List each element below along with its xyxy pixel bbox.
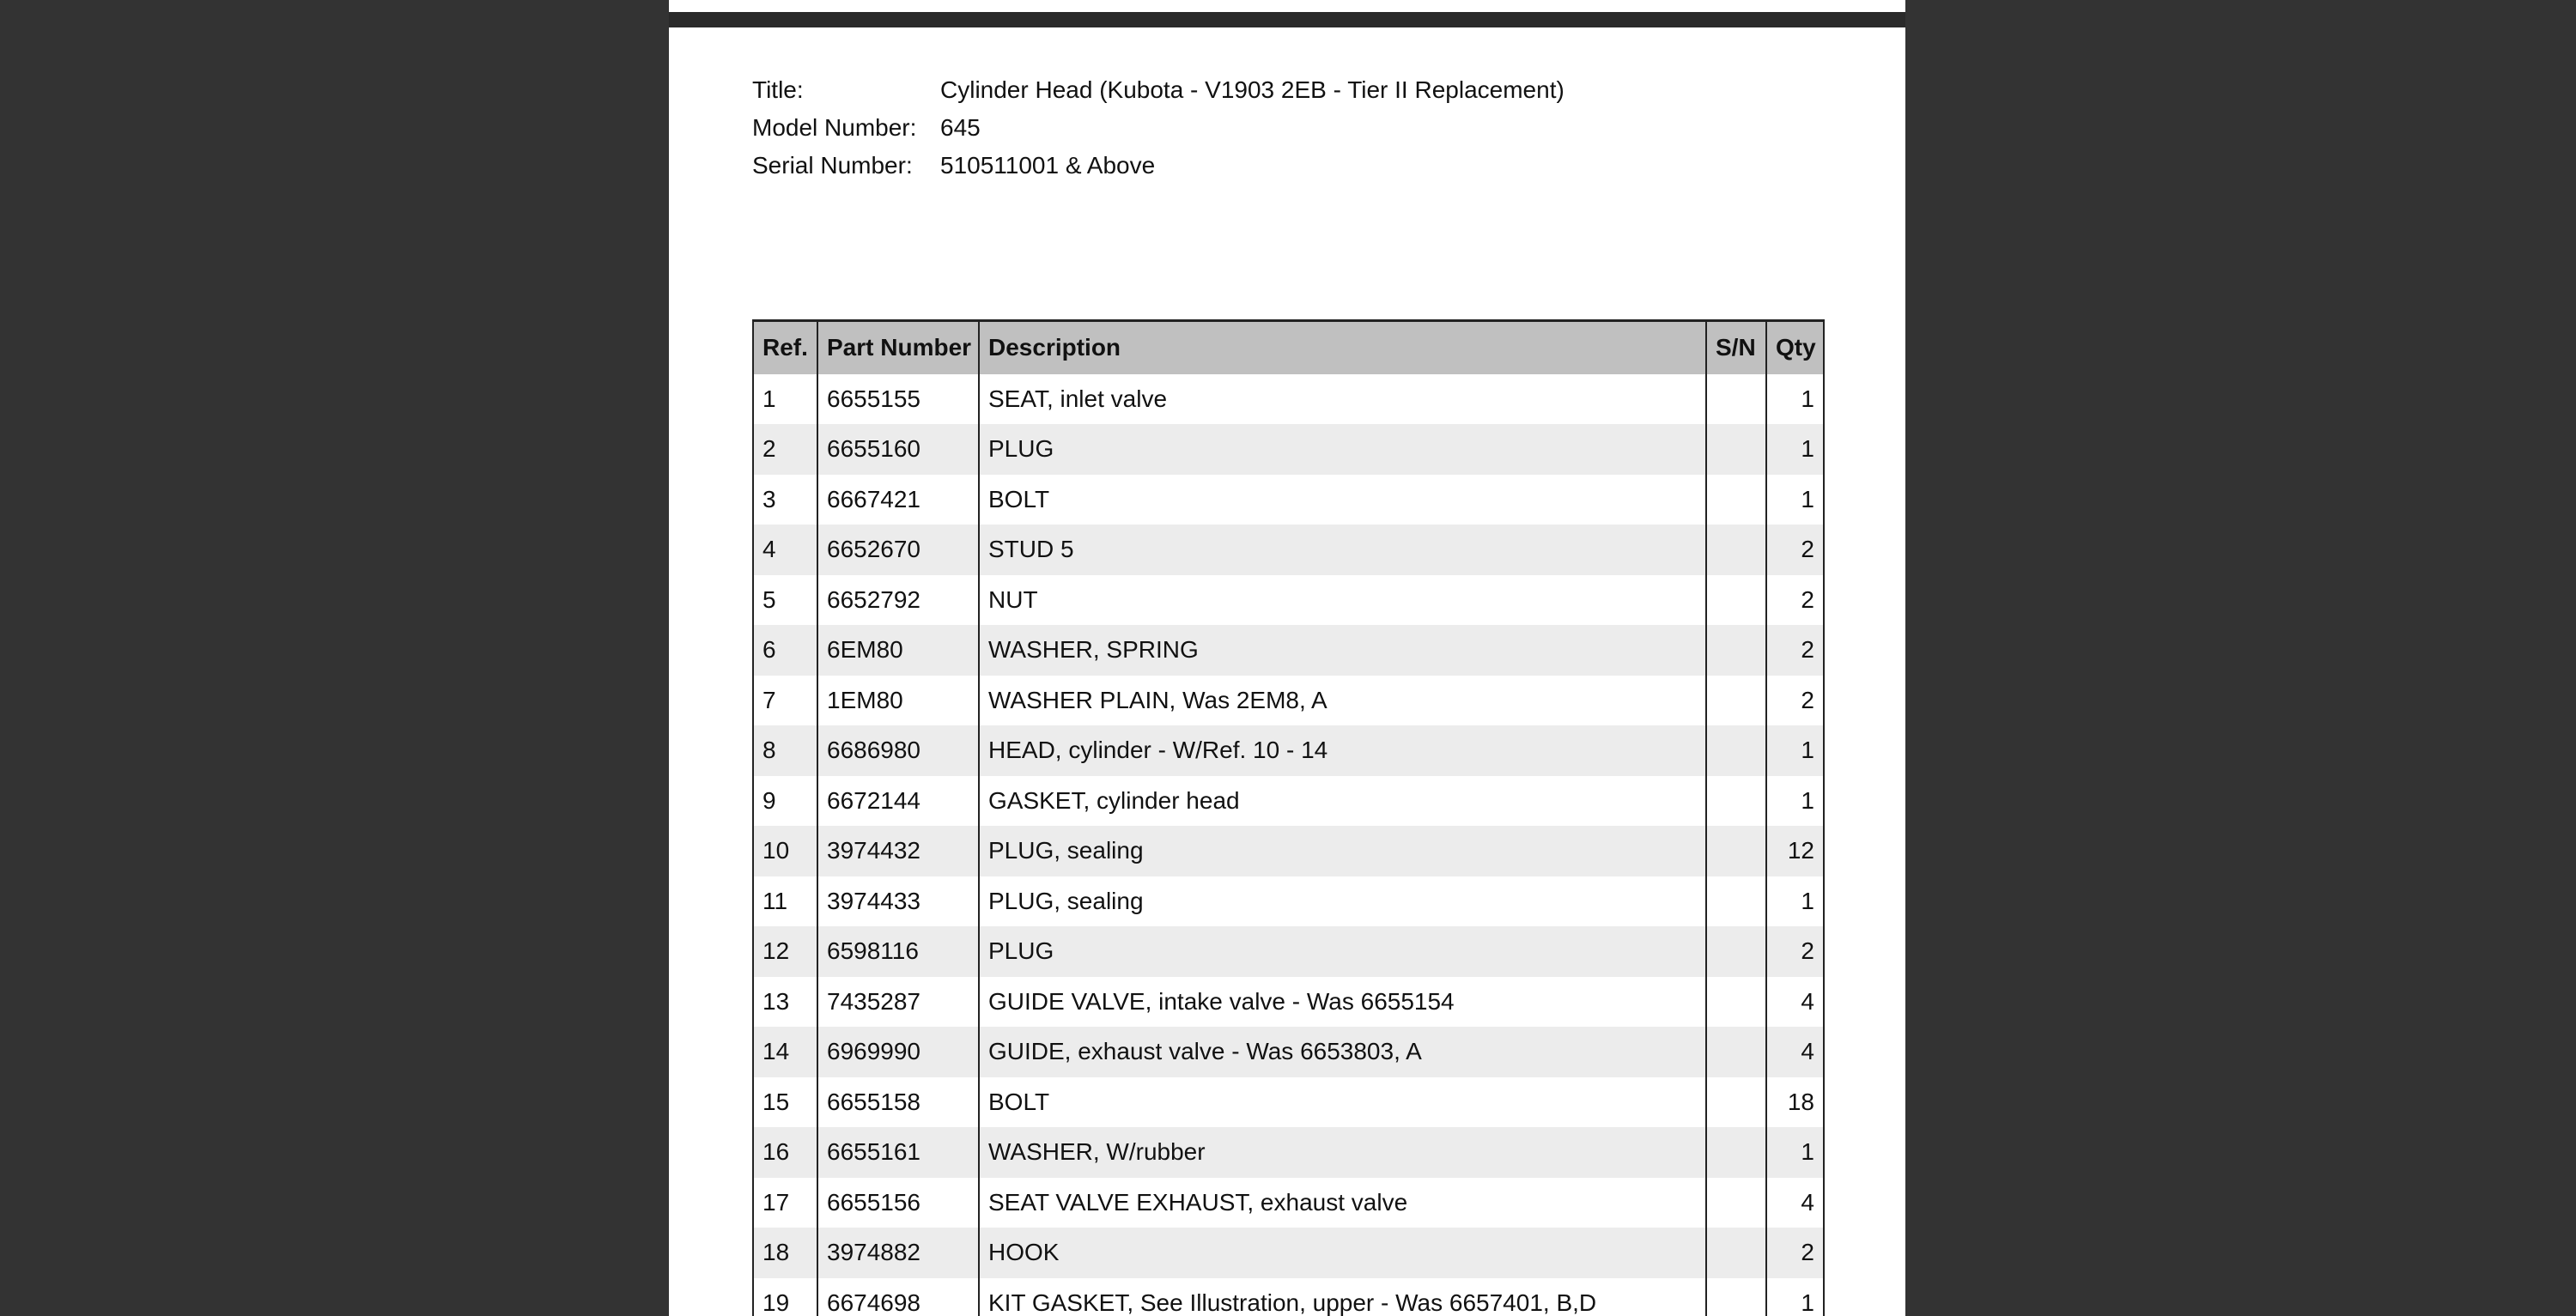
table-row bbox=[753, 1077, 1824, 1128]
cell-ref: 12 bbox=[753, 926, 817, 977]
table-row bbox=[753, 826, 1824, 876]
cell-description: BOLT bbox=[979, 475, 1706, 525]
parts-table-body bbox=[753, 374, 1824, 1316]
cell-ref: 14 bbox=[753, 1027, 817, 1077]
cell-description: GUIDE, exhaust valve - Was 6653803, A bbox=[979, 1027, 1706, 1077]
cell-qty: 2 bbox=[1766, 625, 1824, 676]
page-gap bbox=[669, 12, 1905, 27]
cell-part-number: 6655161 bbox=[817, 1127, 979, 1178]
table-row bbox=[753, 475, 1824, 525]
cell-description: SEAT, inlet valve bbox=[979, 374, 1706, 425]
cell-description: STUD 5 bbox=[979, 525, 1706, 575]
cell-description: WASHER PLAIN, Was 2EM8, A bbox=[979, 676, 1706, 726]
column-header-description: Description bbox=[979, 321, 1706, 374]
cell-ref: 19 bbox=[753, 1278, 817, 1316]
cell-description: PLUG, sealing bbox=[979, 876, 1706, 927]
cell-ref: 5 bbox=[753, 575, 817, 626]
column-header-ref: Ref. bbox=[753, 321, 817, 374]
serial-value: 510511001 & Above bbox=[940, 152, 1156, 179]
cell-qty: 1 bbox=[1766, 876, 1824, 927]
cell-sn bbox=[1706, 676, 1766, 726]
cell-qty: 1 bbox=[1766, 725, 1824, 776]
cell-part-number: 6EM80 bbox=[817, 625, 979, 676]
table-row bbox=[753, 1027, 1824, 1077]
cell-sn bbox=[1706, 725, 1766, 776]
cell-qty: 18 bbox=[1766, 1077, 1824, 1128]
cell-part-number: 1EM80 bbox=[817, 676, 979, 726]
cell-part-number: 6667421 bbox=[817, 475, 979, 525]
cell-ref: 16 bbox=[753, 1127, 817, 1178]
cell-description: WASHER, SPRING bbox=[979, 625, 1706, 676]
cell-qty: 1 bbox=[1766, 475, 1824, 525]
cell-part-number: 3974433 bbox=[817, 876, 979, 927]
cell-qty: 2 bbox=[1766, 525, 1824, 575]
column-header-sn: S/N bbox=[1706, 321, 1766, 374]
table-row bbox=[753, 525, 1824, 575]
cell-part-number: 6655158 bbox=[817, 1077, 979, 1128]
cell-sn bbox=[1706, 625, 1766, 676]
table-row bbox=[753, 676, 1824, 726]
cell-part-number: 6652670 bbox=[817, 525, 979, 575]
parts-table bbox=[752, 319, 1825, 1316]
cell-qty: 4 bbox=[1766, 1178, 1824, 1228]
table-row bbox=[753, 876, 1824, 927]
cell-qty: 1 bbox=[1766, 1278, 1824, 1316]
cell-description: GASKET, cylinder head bbox=[979, 776, 1706, 827]
cell-qty: 4 bbox=[1766, 1027, 1824, 1077]
cell-qty: 1 bbox=[1766, 776, 1824, 827]
cell-part-number: 3974432 bbox=[817, 826, 979, 876]
cell-part-number: 6674698 bbox=[817, 1278, 979, 1316]
cell-sn bbox=[1706, 977, 1766, 1028]
cell-description: PLUG bbox=[979, 926, 1706, 977]
title-value: Cylinder Head (Kubota - V1903 2EB - Tier II Replacement) bbox=[940, 76, 1564, 103]
cell-ref: 13 bbox=[753, 977, 817, 1028]
cell-sn bbox=[1706, 876, 1766, 927]
cell-ref: 1 bbox=[753, 374, 817, 425]
cell-qty: 1 bbox=[1766, 424, 1824, 475]
cell-sn bbox=[1706, 776, 1766, 827]
column-header-qty: Qty bbox=[1766, 321, 1824, 374]
table-row bbox=[753, 575, 1824, 626]
title-row bbox=[752, 71, 1564, 109]
model-label: Model Number: bbox=[752, 114, 917, 141]
cell-description: PLUG bbox=[979, 424, 1706, 475]
column-header-part-number: Part Number bbox=[817, 321, 979, 374]
document-header bbox=[752, 71, 1564, 185]
cell-qty: 1 bbox=[1766, 1127, 1824, 1178]
title-label: Title: bbox=[752, 76, 804, 103]
cell-description: GUIDE VALVE, intake valve - Was 6655154 bbox=[979, 977, 1706, 1028]
cell-description: PLUG, sealing bbox=[979, 826, 1706, 876]
cell-part-number: 6655160 bbox=[817, 424, 979, 475]
cell-sn bbox=[1706, 826, 1766, 876]
cell-qty: 2 bbox=[1766, 676, 1824, 726]
previous-page-edge bbox=[669, 0, 1905, 12]
cell-sn bbox=[1706, 1127, 1766, 1178]
cell-description: HOOK bbox=[979, 1228, 1706, 1278]
table-header-row bbox=[753, 321, 1824, 374]
table-row bbox=[753, 776, 1824, 827]
cell-sn bbox=[1706, 424, 1766, 475]
cell-description: KIT GASKET, See Illustration, upper - Was 6657401, B,D bbox=[979, 1278, 1706, 1316]
cell-part-number: 6652792 bbox=[817, 575, 979, 626]
cell-sn bbox=[1706, 374, 1766, 425]
cell-ref: 9 bbox=[753, 776, 817, 827]
document-page bbox=[669, 27, 1905, 1316]
cell-part-number: 3974882 bbox=[817, 1228, 979, 1278]
cell-sn bbox=[1706, 1027, 1766, 1077]
cell-part-number: 6672144 bbox=[817, 776, 979, 827]
cell-ref: 15 bbox=[753, 1077, 817, 1128]
cell-ref: 7 bbox=[753, 676, 817, 726]
cell-sn bbox=[1706, 525, 1766, 575]
cell-qty: 1 bbox=[1766, 374, 1824, 425]
cell-part-number: 6686980 bbox=[817, 725, 979, 776]
cell-sn bbox=[1706, 1077, 1766, 1128]
cell-qty: 12 bbox=[1766, 826, 1824, 876]
cell-qty: 2 bbox=[1766, 1228, 1824, 1278]
table-row bbox=[753, 625, 1824, 676]
cell-qty: 2 bbox=[1766, 926, 1824, 977]
cell-qty: 2 bbox=[1766, 575, 1824, 626]
cell-ref: 10 bbox=[753, 826, 817, 876]
cell-description: WASHER, W/rubber bbox=[979, 1127, 1706, 1178]
cell-ref: 3 bbox=[753, 475, 817, 525]
cell-sn bbox=[1706, 475, 1766, 525]
table-row bbox=[753, 1228, 1824, 1278]
table-row bbox=[753, 725, 1824, 776]
cell-description: SEAT VALVE EXHAUST, exhaust valve bbox=[979, 1178, 1706, 1228]
cell-part-number: 6598116 bbox=[817, 926, 979, 977]
table-row bbox=[753, 1127, 1824, 1178]
cell-ref: 2 bbox=[753, 424, 817, 475]
table-row bbox=[753, 977, 1824, 1028]
cell-sn bbox=[1706, 926, 1766, 977]
cell-description: BOLT bbox=[979, 1077, 1706, 1128]
cell-ref: 8 bbox=[753, 725, 817, 776]
table-row bbox=[753, 1178, 1824, 1228]
cell-description: NUT bbox=[979, 575, 1706, 626]
model-row bbox=[752, 109, 1564, 147]
table-row bbox=[753, 424, 1824, 475]
cell-ref: 18 bbox=[753, 1228, 817, 1278]
cell-description: HEAD, cylinder - W/Ref. 10 - 14 bbox=[979, 725, 1706, 776]
serial-row bbox=[752, 147, 1564, 185]
cell-part-number: 6969990 bbox=[817, 1027, 979, 1077]
cell-qty: 4 bbox=[1766, 977, 1824, 1028]
table-row bbox=[753, 1278, 1824, 1316]
table-row bbox=[753, 374, 1824, 425]
model-value: 645 bbox=[940, 114, 981, 141]
cell-ref: 11 bbox=[753, 876, 817, 927]
cell-ref: 4 bbox=[753, 525, 817, 575]
cell-part-number: 6655155 bbox=[817, 374, 979, 425]
cell-sn bbox=[1706, 575, 1766, 626]
cell-ref: 6 bbox=[753, 625, 817, 676]
cell-sn bbox=[1706, 1278, 1766, 1316]
cell-sn bbox=[1706, 1228, 1766, 1278]
cell-part-number: 7435287 bbox=[817, 977, 979, 1028]
serial-label: Serial Number: bbox=[752, 152, 913, 179]
table-row bbox=[753, 926, 1824, 977]
cell-part-number: 6655156 bbox=[817, 1178, 979, 1228]
cell-ref: 17 bbox=[753, 1178, 817, 1228]
cell-sn bbox=[1706, 1178, 1766, 1228]
